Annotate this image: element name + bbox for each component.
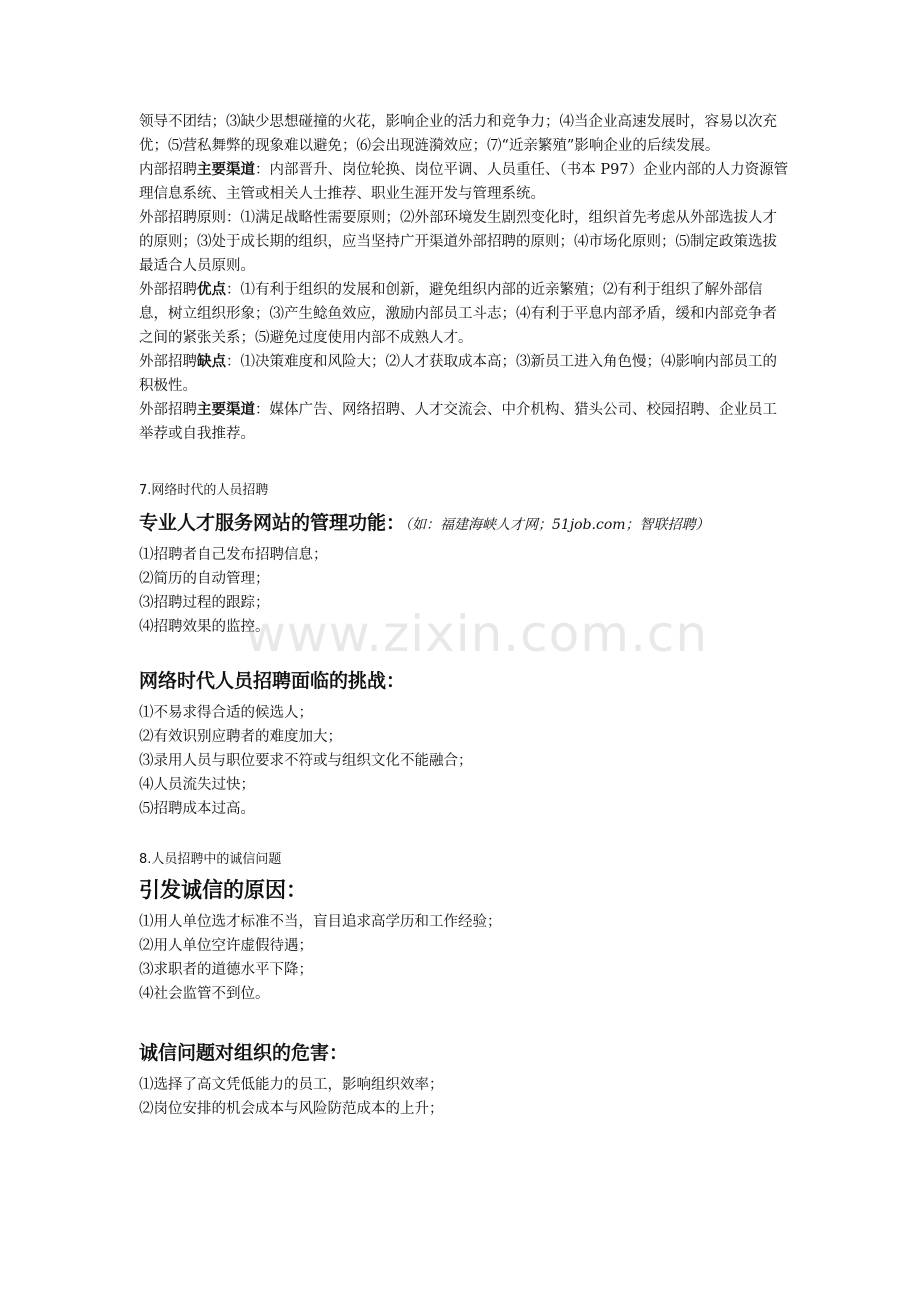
heading-management-functions [139,509,789,539]
heading-causes: 引发诚信的原因： [139,878,307,902]
heading-harms: 诚信问题对组织的危害： [139,1042,349,1064]
list-item: ⑷社会监管不到位。 [139,986,270,1002]
text-run: ：⑴决策难度和风险大；⑵人才获取成本高；⑶新员工进入角色慢；⑷影响内部员工的积极性。 [139,354,777,394]
list-harms [139,1073,789,1121]
list-item: ⑴招聘者自己发布招聘信息； [139,547,328,563]
list-item: ⑶录用人员与职位要求不符或与组织文化不能融合； [139,753,473,769]
list-item: ⑵简历的自动管理； [139,571,270,587]
list-challenges [139,701,789,821]
bold-term: 缺点 [197,354,226,370]
list-item: ⑴不易求得合适的候选人； [139,705,313,721]
paragraph-external-cons [139,350,789,398]
text-run: ：⑴有利于组织的发展和创新，避免组织内部的近亲繁殖；⑵有利于组织了解外部信息，树立组织形象；⑶产生鲶鱼效应，激励内部员工斗志；⑷有利于平息内部矛盾，缓和内部竞争者之间的紧张关系；⑸避免过度使用内部不成熟人才。 [139,282,777,346]
list-item: ⑵岗位安排的机会成本与风险防范成本的上升； [139,1101,444,1117]
paragraph-external-channels [139,398,789,446]
bold-term: 主要渠道 [197,162,255,178]
list-management-functions [139,543,789,639]
bold-term: 优点 [197,282,226,298]
section-8-title: 8.人员招聘中的诚信问题 [139,852,282,867]
list-item: ⑵用人单位空许虚假待遇； [139,938,313,954]
paragraph-external-principles: 外部招聘原则：⑴满足战略性需要原则；⑵外部环境发生剧烈变化时，组织首先考虑从外部选拔人才的原则；⑶处于成长期的组织，应当坚持广开渠道外部招聘的原则；⑷市场化原则；⑸制定政策选拔最适合人员原则。 [139,210,777,274]
list-item: ⑴选择了高文凭低能力的员工，影响组织效率； [139,1077,444,1093]
list-causes [139,910,789,1006]
text-run: ：媒体广告、网络招聘、人才交流会、中介机构、猎头公司、校园招聘、企业员工举荐或自我推荐。 [139,402,777,442]
text-run: 外部招聘 [139,354,197,370]
text-run: ：内部晋升、岗位轮换、岗位平调、人员重任、（书本 P97）企业内部的人力资源管理信息系统、主管或相关人士推荐、职业生涯开发与管理系统。 [139,162,789,202]
list-item: ⑵有效识别应聘者的难度加大； [139,729,342,745]
list-item: ⑷人员流失过快； [139,777,255,793]
list-item: ⑴用人单位选才标准不当，盲目追求高学历和工作经验； [139,914,502,930]
heading-note: （如：福建海峡人才网；51job.com；智联招聘） [405,517,710,533]
heading-challenges: 网络时代人员招聘面临的挑战： [139,670,406,692]
list-item: ⑶招聘过程的跟踪； [139,595,270,611]
text-run: 外部招聘 [139,282,197,298]
list-item: ⑷招聘效果的监控。 [139,619,270,635]
paragraph-internal-channels [139,158,789,206]
text-run: 内部招聘 [139,162,197,178]
text-run: 外部招聘 [139,402,197,418]
section-7-title: 7.网络时代的人员招聘 [139,483,269,498]
paragraph-internal-cons: 领导不团结；⑶缺少思想碰撞的火花，影响企业的活力和竞争力；⑷当企业高速发展时，容易以次充优；⑸营私舞弊的现象难以避免；⑹会出现涟漪效应；⑺“近亲繁殖”影响企业的后续发展。 [139,114,777,154]
watermark: www.zixin.com.cn [245,605,709,663]
list-item: ⑸招聘成本过高。 [139,801,255,817]
list-item: ⑶求职者的道德水平下降； [139,962,313,978]
bold-term: 主要渠道 [197,402,255,418]
paragraph-external-pros [139,278,789,350]
document-page [139,110,789,1121]
heading-text: 专业人才服务网站的管理功能： [139,512,406,534]
